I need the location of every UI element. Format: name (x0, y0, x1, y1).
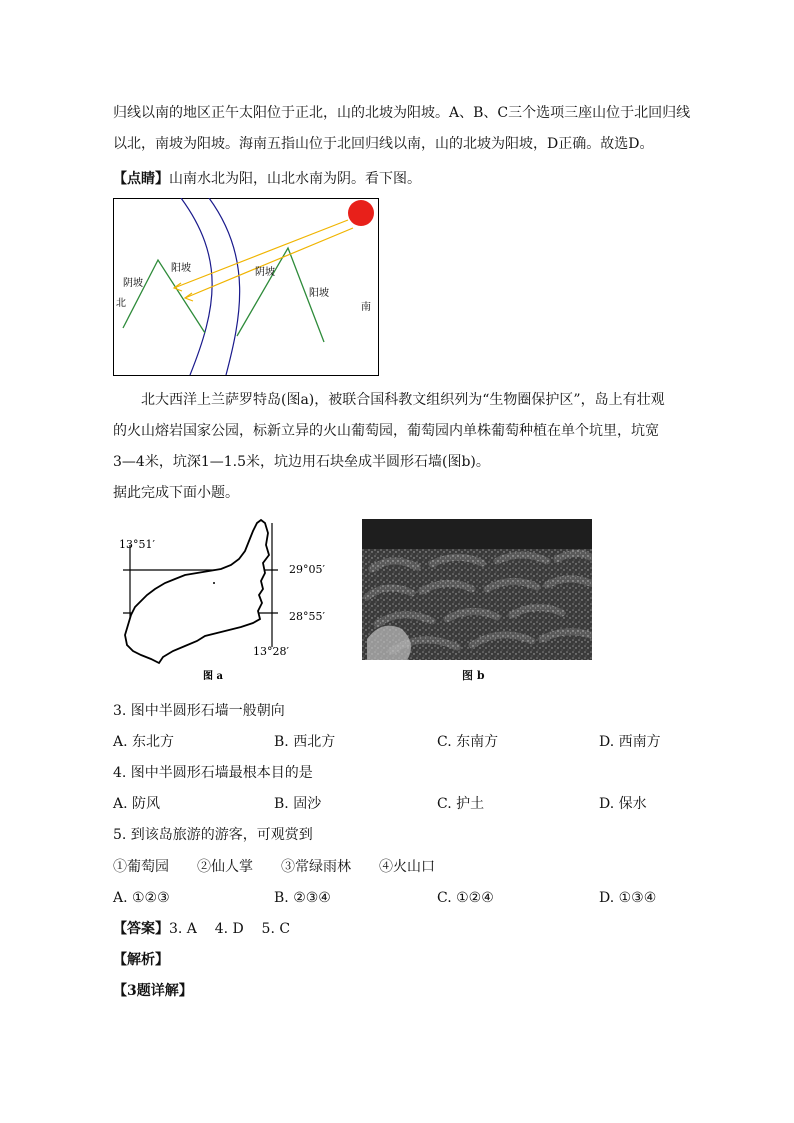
label-lon-left: 13°51′ (119, 538, 155, 551)
slope-diagram (113, 198, 379, 376)
label-sunny-right: 阳坡 (309, 288, 329, 299)
label-lat-bottom: 28°55′ (289, 610, 325, 623)
island-map (113, 515, 338, 685)
note-text: 山南水北为阳，山北水南为阴。看下图。 (169, 171, 421, 187)
option-a[interactable]: A. 东北方 (113, 734, 175, 750)
item: ③常绿雨林 (281, 859, 351, 875)
option-c[interactable]: C. 护土 (437, 796, 485, 812)
option-d[interactable]: D. 保水 (599, 796, 647, 812)
option-a[interactable]: A. 防风 (113, 796, 161, 812)
text-line: 归线以南的地区正午太阳位于正北，山的北坡为阳坡。A、B、C三个选项三座山位于北回归线 (113, 105, 691, 121)
label-lon-right: 13°28′ (253, 645, 289, 658)
caption-b: 图 b (462, 669, 485, 682)
note-line (113, 169, 421, 189)
answer-label: 【答案】 (113, 921, 169, 937)
option-b[interactable]: B. ②③④ (274, 890, 331, 906)
text-line: 以北，南坡为阳坡。海南五指山位于北回归线以南，山的北坡为阳坡，D正确。故选D。 (113, 136, 654, 152)
option-a[interactable]: A. ①②③ (113, 890, 170, 906)
option-c[interactable]: C. ①②④ (437, 890, 494, 906)
passage-line: 3—4米，坑深1—1.5米，坑边用石块垒成半圆形石墙(图b)。 (113, 454, 490, 470)
diagram-frame (114, 199, 379, 376)
question-stem: 4. 图中半圆形石墙最根本目的是 (113, 765, 313, 781)
passage-line: 据此完成下面小题。 (113, 485, 239, 501)
label-north: 北 (116, 298, 126, 309)
analysis-heading: 【解析】 (113, 952, 169, 968)
label-shade-left: 阴坡 (123, 278, 143, 289)
option-b[interactable]: B. 西北方 (274, 734, 336, 750)
label-lat-top: 29°05′ (289, 563, 325, 576)
passage-line: 北大西洋上兰萨罗特岛(图a)，被联合国科教文组织列为“生物圈保护区”，岛上有壮观 (141, 392, 665, 408)
label-sunny-left: 阳坡 (171, 263, 191, 274)
label-shade-right: 阴坡 (255, 267, 275, 278)
label-south: 南 (361, 302, 371, 313)
vineyard-photo (362, 519, 592, 660)
answer-text: 3. A 4. D 5. C (169, 921, 291, 937)
option-c[interactable]: C. 东南方 (437, 734, 499, 750)
option-d[interactable]: D. 西南方 (599, 734, 661, 750)
item: ②仙人掌 (197, 859, 253, 875)
item: ①葡萄园 (113, 859, 169, 875)
question-stem: 5. 到该岛旅游的游客，可观赏到 (113, 827, 313, 843)
option-d[interactable]: D. ①③④ (599, 890, 657, 906)
option-b[interactable]: B. 固沙 (274, 796, 322, 812)
note-label: 【点睛】 (113, 171, 169, 187)
answer-line (113, 919, 290, 939)
question-stem: 3. 图中半圆形石墙一般朝向 (113, 703, 285, 719)
detail-heading: 【3题详解】 (113, 983, 193, 999)
passage-line: 的火山熔岩国家公园，标新立异的火山葡萄园，葡萄园内单株葡萄种植在单个坑里，坑宽 (113, 423, 659, 439)
sun (348, 200, 374, 226)
caption-a: 图 a (203, 671, 223, 682)
item: ④火山口 (379, 859, 435, 875)
